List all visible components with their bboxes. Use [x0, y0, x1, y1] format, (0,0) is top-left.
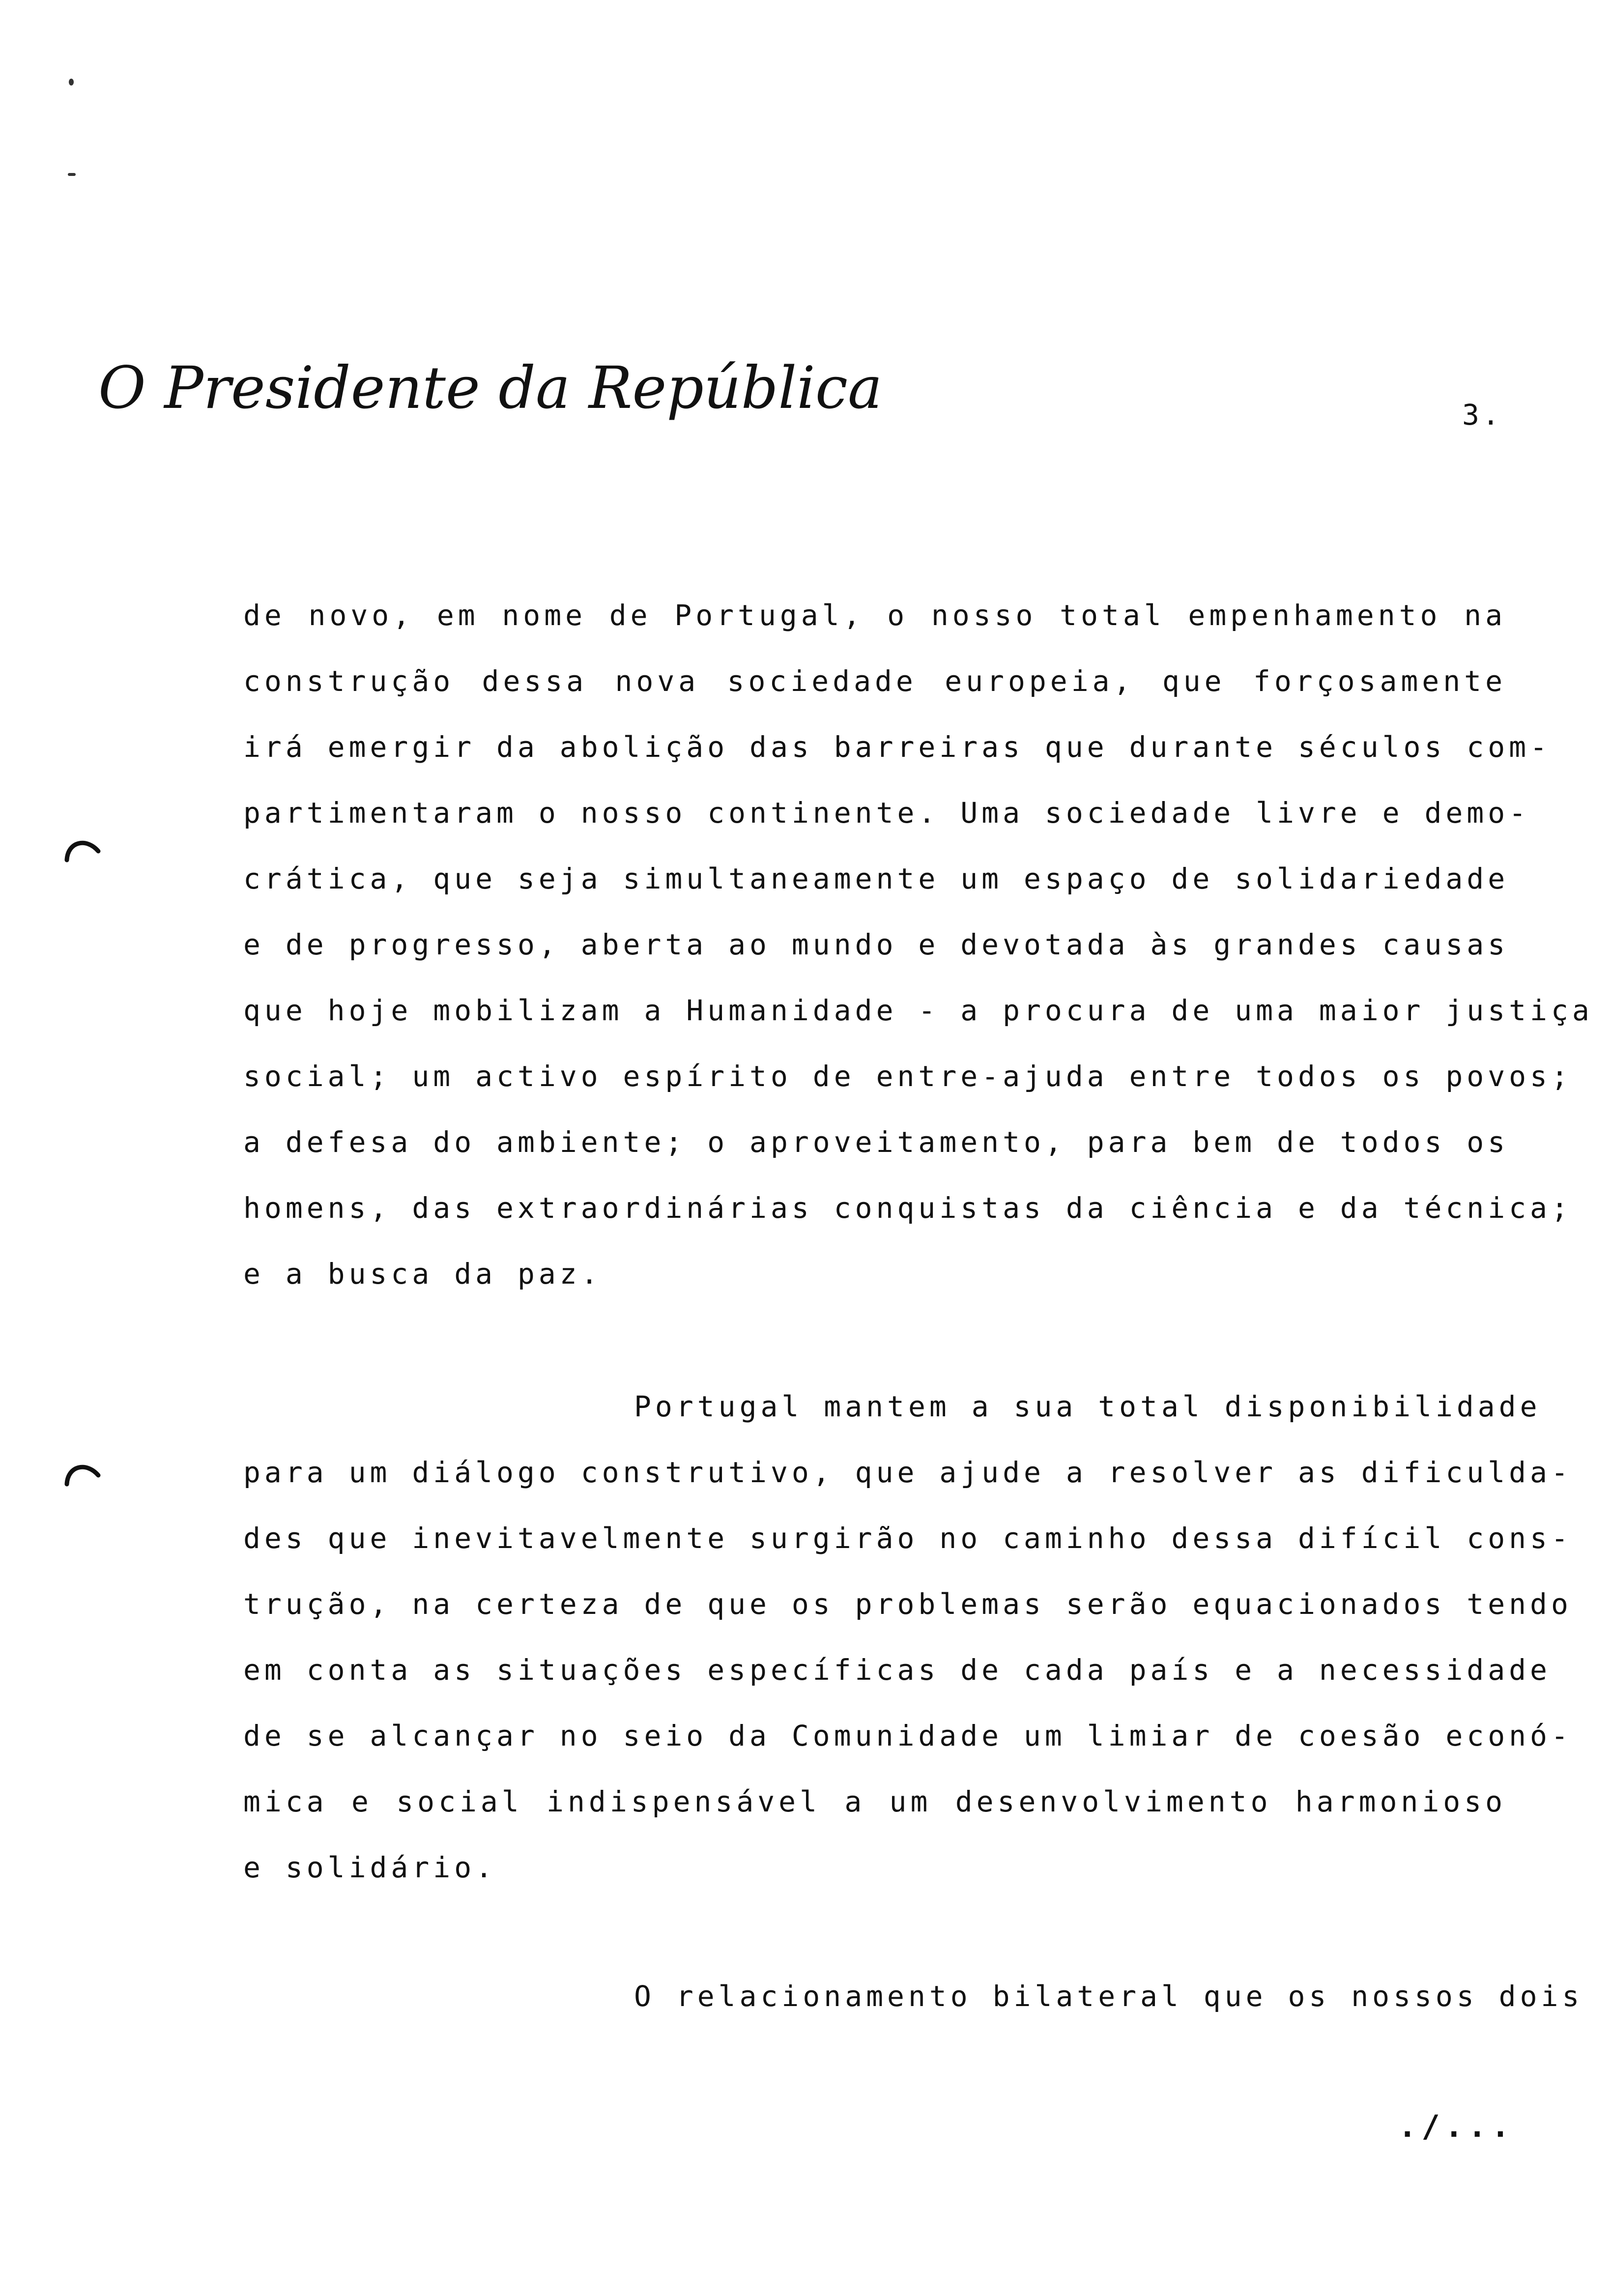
continuation-mark: ./... — [1398, 2108, 1515, 2144]
punch-hole-mark — [63, 1455, 102, 1494]
punch-hole-mark — [63, 831, 102, 870]
paragraph-1 — [243, 582, 1593, 1307]
text-line: social; um activo espírito de entre-ajuda entre todos os povos; — [243, 1060, 1572, 1093]
text-line: de novo, em nome de Portugal, o nosso total empenhamento na — [243, 599, 1506, 632]
text-line: a defesa do ambiente; o aproveitamento, para bem de todos os — [243, 1125, 1509, 1159]
paragraph-3 — [243, 1963, 1583, 2029]
text-line: que hoje mobilizam a Humanidade - a procura de uma maior justiça — [243, 994, 1593, 1027]
scan-speck — [69, 79, 74, 86]
text-line: e solidário. — [243, 1851, 497, 1884]
paragraph-2 — [243, 1374, 1572, 1900]
text-line: des que inevitavelmente surgirão no caminho dessa difícil cons- — [243, 1521, 1572, 1555]
text-line: Portugal mantem a sua total disponibilidade — [634, 1390, 1541, 1423]
text-line: trução, na certeza de que os problemas serão equacionados tendo — [243, 1587, 1572, 1621]
text-line: em conta as situações específicas de cada país e a necessidade — [243, 1653, 1551, 1687]
page-number: 3. — [1462, 398, 1502, 431]
text-line: e de progresso, aberta ao mundo e devotada às grandes causas — [243, 928, 1509, 961]
text-line: para um diálogo construtivo, que ajude a resolver as dificulda- — [243, 1456, 1572, 1489]
text-line: construção dessa nova sociedade europeia, que forçosamente — [243, 664, 1506, 698]
letterhead — [98, 344, 883, 442]
text-line: crática, que seja simultaneamente um espaço de solidariedade — [243, 862, 1509, 895]
letterhead-script — [98, 344, 883, 442]
text-line: partimentaram o nosso continente. Uma sociedade livre e demo- — [243, 796, 1530, 830]
text-line: de se alcançar no seio da Comunidade um limiar de coesão econó- — [243, 1719, 1572, 1752]
scan-speck — [68, 173, 76, 176]
text-line: irá emergir da abolição das barreiras que durante séculos com- — [243, 730, 1551, 764]
text-line: O relacionamento bilateral que os nossos dois — [634, 1980, 1583, 2013]
text-line: mica e social indispensável a um desenvolvimento harmonioso — [243, 1785, 1506, 1818]
text-line: homens, das extraordinárias conquistas da ciência e da técnica; — [243, 1191, 1572, 1225]
letterhead-text: O Presidente da República — [98, 354, 883, 422]
text-line: e a busca da paz. — [243, 1257, 602, 1291]
